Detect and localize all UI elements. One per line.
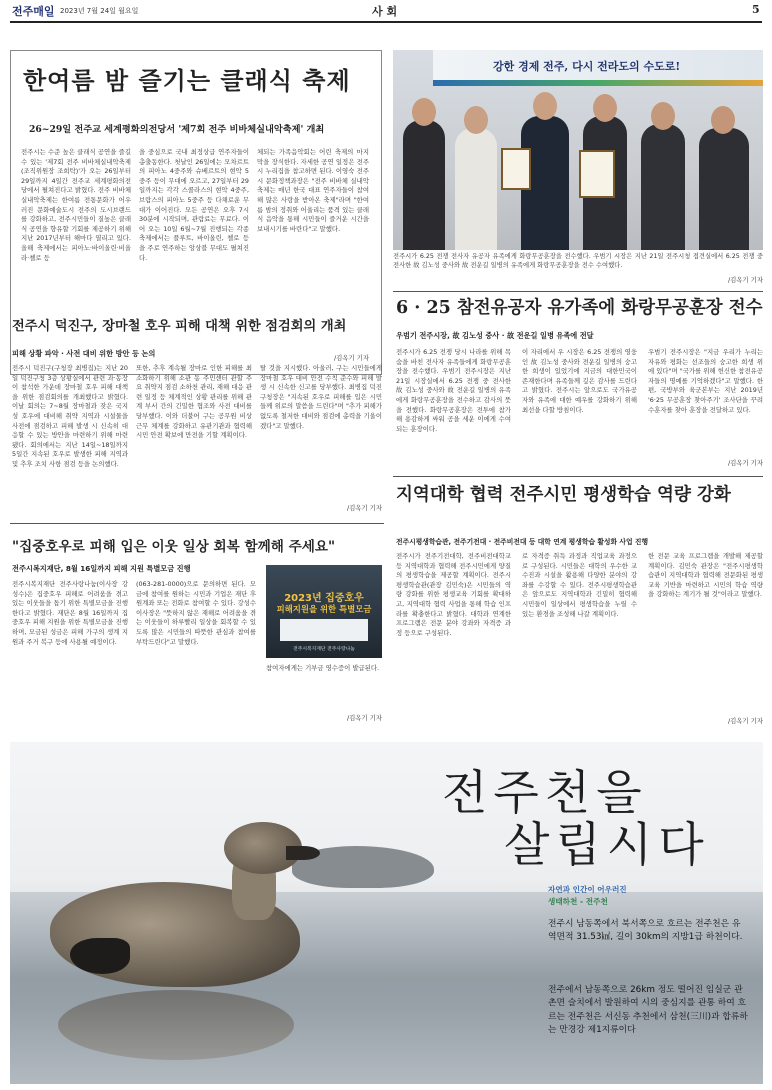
article-byline: /김옥기 기자: [727, 717, 763, 725]
masthead: [0, 0, 772, 22]
ceremony-photo: [393, 50, 763, 250]
article-subheadline: 피해 상황 파악 · 사전 대비 위한 방안 등 논의: [12, 349, 156, 358]
article-byline: /김옥기 기자: [346, 504, 382, 512]
certificate-frame: [579, 150, 615, 198]
photo-byline: /김옥기 기자: [727, 276, 763, 284]
article-body-col1: 전주시가 전주기전대학, 전주비전대학교 등 지역대학과 협력해 전주시민에게 양질의 평생학습을 제공할 계획이다. 전주시평생학습관(관장 김민숙)은 시민들의 역량 강화를 위한 평생교육 기회를 확대하고, 지역대학 협력 사업을 통해 학습 인프라를 확충한다고 밝혔다. 대학과 연계한 프로그램은 전문 분야 강좌와 자격증 과정 등으로 구성된다.: [396, 552, 511, 637]
article-body-col2: 또한, 추후 계속될 장마로 인한 피해를 최소화하기 위해 소관 동 주민센터 관할 주요 취약지 점검 소하천 관리, 재해 대응 관련 일정 등 체계적인 상황 관리를 위해 관계 부서 간의 긴밀한 협조와 사전 대비를 당부했다. 이와 더불어 구는 공무원 비상근무 체계를 강화하고 유관기관과 협력해 시민 안전 확보에 만전을 기할 계획이다.: [136, 364, 252, 440]
article-byline: /김옥기 기자: [333, 354, 369, 362]
person-head: [593, 94, 617, 122]
article-byline: /김옥기 기자: [346, 714, 382, 722]
ad-tagline-1: 자연과 인간이 어우러진: [548, 885, 627, 894]
article-body-col1: 전주시가 6.25 전쟁 당시 나라를 위해 목숨을 바친 전사자 유족들에게 화랑무공훈장을 전수했다. 우범기 전주시장은 지난 21일 시장실에서 6.25 전쟁 중 전사한 故 김노성 중사와 故 전운길 일병의 유족에게 화랑무공훈장을 전수하고 감사의 뜻을 전했다. 화랑무공훈장은 전투에 참가해 용감하게 싸워 공을 세운 이에게 수여되는 훈장이다.: [396, 348, 511, 433]
page-number: 5: [752, 3, 760, 16]
article-body-col3: 체되는 가족음악회는 어린 축제의 마지막을 장식한다. 자세한 공연 일정은 전주시 누리집을 참고하면 된다. 이영숙 전주시 문화정책과장은 "전주 비바체 실내악 축제는 매년 한국 대표 연주자들이 참여해 많은 사랑을 받아온 축제"라며 "한여름 밤의 정취와 어울리는 품격 있는 클래식 음악을 통해 시민들이 즐거운 시간을 보내시기를 바란다"고 말했다.: [257, 148, 369, 233]
person-figure: [403, 120, 445, 250]
photo-caption: 전주시가 6.25 전쟁 전사자 유공자 유족에게 화랑무공훈장을 전수했다. 우범기 시장은 지난 21일 전주시청 접견실에서 6.25 전쟁 중 전사한 故 김노성 중사와 故 전운길 일병의 유족에게 화랑무공훈장을 전수 수여했다.: [393, 253, 763, 270]
article-headline: 지역대학 협력 전주시민 평생학습 역량 강화: [396, 485, 731, 505]
person-head: [464, 106, 488, 134]
ad-title-line2: 살립시다: [504, 818, 710, 873]
article-subheadline: 전주시평생학습관, 전주기전대 · 전주비전대 등 대학 연계 평생학습 활성화 사업 진행: [396, 538, 649, 546]
article-body-col1: 전주시는 수준 높은 클래식 공연을 즐길 수 있는 '제7회 전주 비바체실내악축제(조직위원장 조희탁)'가 오는 26일부터 29일까지 4일간 전주교 세계평화의전당에서 펼쳐진다고 밝혔다. 전주 비바체실내악축제는 한여름 전통문화가 어우러진 문화예술도시 전주의 도시브랜드를 강화하고, 전주시민들이 질높은 클래식 공연을 향유할 기회를 제공하기 위해 지난 2017년부터 해마다 열리고 있다. 올해 축제에서는 피아노·바이올린·비올라·첼로 등: [21, 148, 131, 262]
article-body-col3: 한 전문 교육 프로그램을 개발해 제공할 계획이다. 김민숙 관장은 "전주시평생학습관이 지역대학과 협력해 전문화된 평생교육 기반을 마련하고 시민의 학습 역량을 강화하는 계기가 될 것"이라고 말했다.: [648, 552, 763, 599]
stream-campaign-ad: [10, 742, 763, 1084]
article-headline: "집중호우로 피해 입은 이웃 일상 회복 함께해 주세요": [12, 539, 336, 555]
brand-name: 전주매일: [12, 5, 55, 18]
article-headline: 한여름 밤 즐기는 클래식 축제: [23, 66, 351, 95]
section-name: 사 회: [372, 5, 398, 18]
certificate-frame: [501, 148, 531, 190]
article-body-col3: 참여자에게는 기부금 영수증이 발급된다.: [266, 664, 380, 672]
section-rule: [10, 523, 384, 524]
article-body-col3: 우범기 전주시장은 "지금 우리가 누리는 자유와 평화는 선조들의 숭고한 희생 위에 있다"며 "국가를 위해 헌신한 참전유공자들의 명예를 기억하겠다"고 말했다. 한편, 국방부와 육군본부는 지난 2019년 '6·25 무공훈장 찾아주기' 조사단을 꾸려 수훈자를 찾아 훈장을 전달하고 있다.: [648, 348, 763, 414]
duck-bill: [286, 846, 320, 860]
article-body-col2: 이 자리에서 우 시장은 6.25 전쟁의 영웅인 故 김노성 중사와 전운길 일병의 숭고한 희생이 있었기에 지금의 대한민국이 존재한다며 유족들께 깊은 감사를 드린다고 밝혔다. 전주시는 앞으로도 국가유공자와 유족에 대한 예우를 강화하기 위해 최선을 다할 방침이다.: [522, 348, 637, 414]
person-head: [412, 98, 436, 126]
article-byline: /김옥기 기자: [727, 459, 763, 467]
photo-banner-stripe: [433, 80, 763, 86]
photo-banner-text: 강한 경제 전주, 다시 전라도의 수도로!: [493, 60, 681, 73]
person-figure: [699, 128, 749, 250]
person-head: [533, 92, 557, 120]
ad-paragraph-1: 전주시 남동쪽에서 북서쪽으로 흐르는 전주천은 유역면적 31.53㎢, 길이 30km의 지방1급 하천이다.: [548, 919, 743, 943]
article-subheadline: 전주시복지재단, 8월 16일까지 피해 지원 특별모금 진행: [12, 564, 191, 573]
person-head: [651, 102, 675, 130]
ad-text-panel: [534, 884, 756, 1080]
article-headline: 전주시 덕진구, 장마철 호우 피해 대책 위한 점검회의 개최: [12, 319, 347, 334]
article-subheadline: 우범기 전주시장, 故 김노성 중사 · 故 전운길 일병 유족에 전달: [396, 331, 594, 340]
section-rule: [393, 476, 763, 477]
person-figure: [641, 124, 685, 250]
duck-reflection: [58, 990, 294, 1060]
poster-footer: 전주시복지재단 전주사랑나눔: [293, 647, 355, 652]
article-body-col2: 로 자격증 취득 과정과 직업교육 과정으로 구성된다. 시민들은 대학의 우수한 교수진과 시설을 활용해 다양한 분야의 강좌를 수강할 수 있다. 전주시평생학습관은 앞으로도 지역대학과 긴밀히 협력해 시민들이 일상에서 평생학습을 누릴 수 있는 환경을 조성해 나갈 계획이다.: [522, 552, 637, 618]
person-head: [711, 106, 735, 134]
article-headline: 6 · 25 참전유공자 유가족에 화랑무공훈장 전수: [396, 298, 763, 318]
donation-poster: [266, 565, 382, 658]
masthead-rule: [10, 21, 762, 23]
article-body-col1: 전주시복지재단 전주사랑나눔(이사장 강성수)은 집중호우 피해로 어려움을 겪고 있는 이웃들을 돕기 위한 특별모금을 진행한다고 밝혔다. 재단은 8월 16일까지 집중호우 피해 지원을 위한 특별모금을 진행하며, 모금된 성금은 피해 가구의 생계 지원과 주거 복구 등에 사용될 예정이다.: [12, 580, 128, 646]
issue-date: 2023년 7월 24일 월요일: [60, 7, 139, 15]
ad-paragraph-2: 전주에서 남동쪽으로 26km 정도 떨어진 임실군 관촌면 슬치에서 발원하여 시의 중심지를 관통 하여 흐르는 전주천은 서신동 추천에서 삼천(三川)과 합류하는 만경강 제1지류이다: [548, 985, 748, 1036]
poster-info-box: [280, 619, 368, 641]
ad-title-line1: 전주천을: [442, 766, 648, 821]
poster-title-2: 피해지원을 위한 특별모금: [276, 604, 372, 614]
article-body-col3: 탈 것을 지시했다. 아울러, 구는 시민들에게 장마철 호우 대비 안전 수칙 준수와 피해 발생 시 신속한 신고를 당부했다. 최병집 덕진구청장은 "지속된 호우로 피해를 입은 시민들께 위로의 말씀을 드린다"며 "추가 피해가 없도록 철저한 대비와 점검에 총력을 기울이겠다"고 말했다.: [260, 364, 382, 430]
article-body-col1: 전주시 덕진구(구청장 최병집)는 지난 20일 덕진구청 3층 상황실에서 관련 과·동장이 참석한 가운데 장마철 호우 피해 대책을 위한 점검회의를 개최했다고 밝혔다. 이날 회의는 7~8월 장마철과 잦은 국지성 호우에 대비해 취약 지역과 시설물을 사전에 점검하고 피해 발생 시 신속히 대응할 수 있는 방안을 마련하기 위해 마련됐다. 회의에서는 지난 14일~18일까지 5일간 지속된 호우로 발생한 피해 지역과 및 추후 조치 사항 점검 등을 논의했다.: [12, 364, 128, 468]
section-rule: [393, 291, 763, 292]
article-body-col2: 을 중심으로 국내 최정상급 연주자들이 총출동한다. 첫날인 26일에는 모차르트의 피아노 4중주와 슈베르트의 현악 5중주 등이 무대에 오르고, 27일부터 29일까지는 각각 스콜라스의 현악 4중주, 브람스의 피아노 5중주 등 다채로운 무대가 이어진다. 모든 공연은 오후 7시 30분에 시작되며, 관람료는 무료다. 이어 오는 10일 6월~7월 진행되는 각종 축제에서는 플루트, 바이올린, 첼로 등을 주로 연주하는 앙상블 무대도 펼쳐진다.: [139, 148, 249, 262]
ad-tagline-2: 생태하천 - 전주천: [548, 897, 608, 906]
article-body-col2: (063-281-0000)으로 문의하면 된다. 모금에 참여를 원하는 시민과 기업은 재단 후원계좌 또는 전화로 참여할 수 있다. 강성수 이사장은 "뜻하지 않은 재해로 어려움을 겪는 이웃들이 하루빨리 일상을 회복할 수 있도록 많은 시민들의 따뜻한 관심과 참여를 부탁드린다"고 말했다.: [136, 580, 256, 646]
person-figure: [455, 128, 497, 250]
poster-title-1: 2023년 집중호우: [284, 593, 364, 604]
article-subheadline: 26~29일 전주교 세계평화의전당서 '제7회 전주 비바체실내악축제' 개최: [29, 124, 325, 135]
